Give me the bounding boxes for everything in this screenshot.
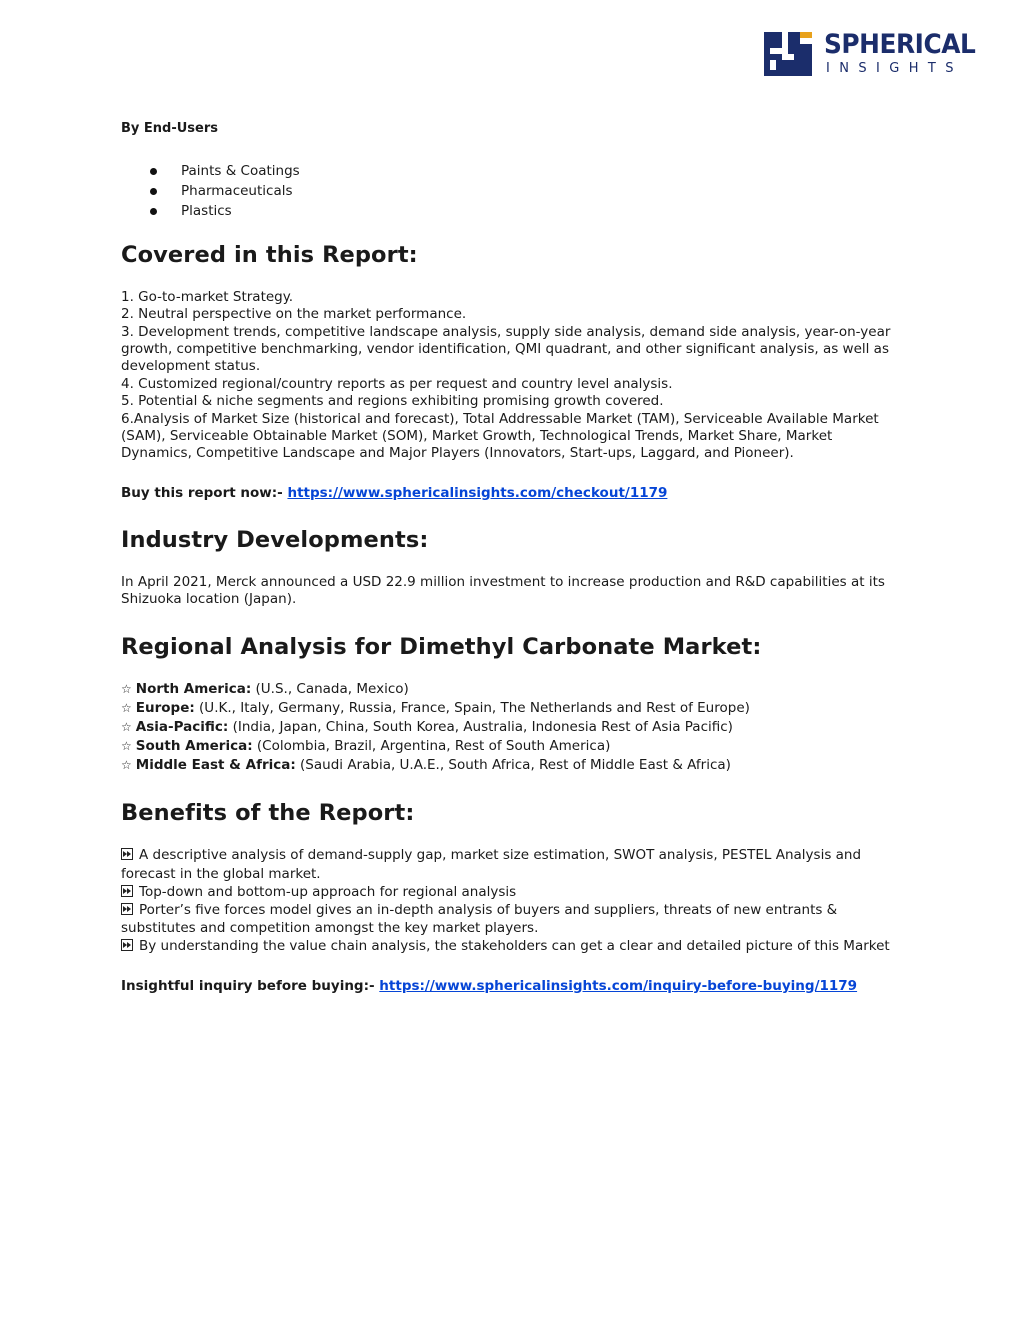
benefits-heading: Benefits of the Report: — [121, 799, 415, 826]
regional-heading: Regional Analysis for Dimethyl Carbonate Market: — [121, 633, 762, 660]
bullet-icon — [150, 188, 157, 195]
region-row-north-america: ☆ North America: (U.S., Canada, Mexico) — [121, 680, 409, 697]
covered-heading: Covered in this Report: — [121, 242, 418, 269]
star-icon: ☆ — [121, 719, 132, 734]
inquiry-line — [121, 978, 901, 995]
end-users-list — [121, 161, 901, 221]
region-row-europe: ☆ Europe: (U.K., Italy, Germany, Russia, France, Spain, The Netherlands and Rest of Europe) — [121, 699, 750, 716]
fast-forward-icon — [121, 939, 133, 951]
logo-mark-icon — [764, 30, 814, 78]
star-icon: ☆ — [121, 681, 132, 696]
list-item: Paints & Coatings — [121, 161, 901, 181]
logo-name-bottom: INSIGHTS — [826, 61, 963, 76]
company-logo — [764, 30, 974, 78]
inquiry-label: Insightful inquiry before buying:- — [121, 977, 380, 994]
star-icon: ☆ — [121, 738, 132, 753]
fast-forward-icon — [121, 903, 133, 915]
star-icon: ☆ — [121, 700, 132, 715]
benefit-item: A descriptive analysis of demand-supply gap, market size estimation, SWOT analysis, PESTEL Analysis and forecast in the global market. — [121, 847, 862, 882]
benefit-list — [121, 846, 901, 955]
fast-forward-icon — [121, 885, 133, 897]
inquiry-link[interactable]: https://www.sphericalinsights.com/inquiry-before-buying/1179 — [379, 977, 858, 994]
region-list — [121, 680, 901, 775]
bullet-icon — [150, 168, 157, 175]
benefit-item: Porter’s five forces model gives an in-depth analysis of buyers and suppliers, threats of new entrants & substitutes and competition amongst the key market players. — [121, 901, 838, 937]
buy-report-link[interactable]: https://www.sphericalinsights.com/checkout/1179 — [287, 484, 668, 501]
covered-line: 2. Neutral perspective on the market performance. — [121, 306, 467, 323]
logo-name-top: SPHERICAL — [824, 29, 976, 60]
end-users-label: By End-Users — [121, 121, 219, 136]
covered-line: 6.Analysis of Market Size (historical and forecast), Total Addressable Market (TAM), Serviceable Available Market (SAM), Serviceable Obtainable Market (SOM), Market Growth, Technological Trends, Market Share, Market Dynamics, Competitive Landscape and Major Players (Innovators, Start-ups, Laggard, and Pioneer). — [121, 410, 879, 462]
buy-report-label: Buy this report now:- — [121, 484, 288, 501]
covered-line: 1. Go-to-market Strategy. — [121, 288, 294, 305]
buy-report-line — [121, 485, 901, 502]
industry-paragraph-block — [121, 574, 901, 609]
covered-line: 5. Potential & niche segments and regions exhibiting promising growth covered. — [121, 393, 664, 410]
region-row-south-america: ☆ South America: (Colombia, Brazil, Argentina, Rest of South America) — [121, 737, 611, 754]
region-row-asia-pacific: ☆ Asia-Pacific: (India, Japan, China, South Korea, Australia, Indonesia Rest of Asia Pacific) — [121, 718, 733, 735]
covered-list — [121, 289, 901, 463]
region-row-middle-east-africa: ☆ Middle East & Africa: (Saudi Arabia, U.A.E., South Africa, Rest of Middle East & Africa) — [121, 756, 731, 773]
benefit-item: By understanding the value chain analysis, the stakeholders can get a clear and detailed picture of this Market — [121, 937, 901, 955]
covered-line: 3. Development trends, competitive landscape analysis, supply side analysis, demand side analysis, year-on-year growth, competitive benchmarking, vendor identification, QMI quadrant, and other significant analysis, as well as development status. — [121, 323, 891, 375]
fast-forward-icon — [121, 848, 133, 860]
benefit-item: Top-down and bottom-up approach for regional analysis — [121, 883, 901, 901]
covered-line: 4. Customized regional/country reports as per request and country level analysis. — [121, 375, 673, 392]
star-icon: ☆ — [121, 757, 132, 772]
list-item: Pharmaceuticals — [121, 181, 901, 201]
industry-heading: Industry Developments: — [121, 527, 429, 554]
list-item: Plastics — [121, 201, 901, 221]
bullet-icon — [150, 208, 157, 215]
document-body — [121, 120, 901, 995]
industry-paragraph: In April 2021, Merck announced a USD 22.9 million investment to increase production and R&D capabilities at its Shizuoka location (Japan). — [121, 573, 885, 608]
